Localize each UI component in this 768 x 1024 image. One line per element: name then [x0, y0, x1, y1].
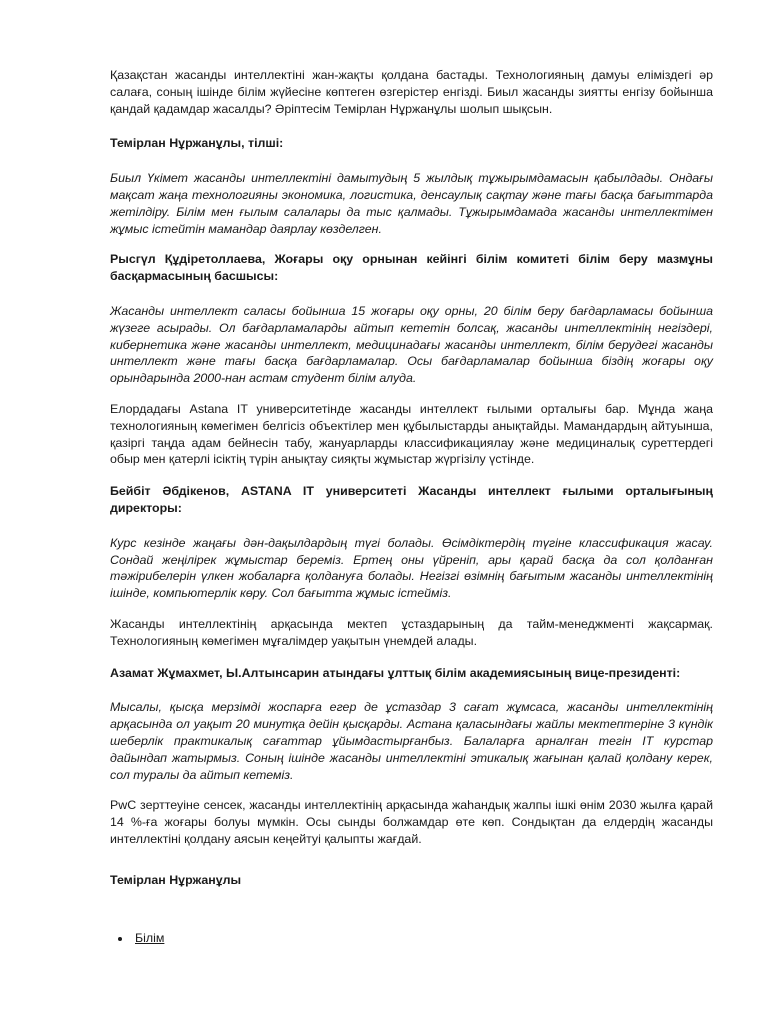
speaker-quote: Биыл Үкімет жасанды интеллектіні дамытудың 5 жылдық тұжырымдамасын қабылдады. Ондағы мақсат жаңа технологияны экономика, логистика, денсаулық сақтау және тағы басқа бағыттарда жетілдіру. Білім мен ғылым салалары да тыс қалмады. Тұжырымдамада жасанды интеллектімен жұмыс істейтін мамандар даярлау көзделген. [110, 171, 713, 236]
speaker-name: Темірлан Нұржанұлы, тілші: [110, 136, 284, 151]
speaker-quote: Мысалы, қысқа мерзімді жоспарға егер де ұстаздар 3 сағат жұмсаса, жасанды интеллектінің арқасында ол уақыт 20 минутқа дейін қысқарды. Астана қаласындағы жайлы мектептеріне 3 күндік шеберлік практикалық сағаттар ұйымдастырғанбыз. Балаларға арналған тегін IT курстар дайындап жатырмыз. Соның ішінде жасанды интеллектіні этикалық жағынан қалай қолдану керек, сол туралы да айтып кетеміз. [110, 700, 713, 782]
tag-list [110, 930, 713, 947]
speaker-name: Азамат Жұмахмет, Ы.Алтынсарин атындағы ұлттық білім академиясының вице-президенті: [110, 665, 681, 680]
article-body [110, 67, 713, 947]
speaker-name: Рысгүл Құдіретоллаева, Жоғары оқу орнынан кейінгі білім комитеті білім беру мазмұны басқармасының басшысы: [110, 252, 713, 284]
article-intro: Қазақстан жасанды интеллектіні жан-жақты қолдана бастады. Технологияның дамуы еліміздегі әр салаға, соның ішінде білім жүйесіне көптеген өзгерістер енгізді. Биыл жасанды зиятты енгізу бойынша қандай қадамдар жасалды? Әріптесім Темірлан Нұржанұлы шолып шықсын. [110, 68, 713, 116]
article-author: Темірлан Нұржанұлы [110, 872, 242, 887]
tag-link-bilim[interactable]: Білім [135, 931, 165, 946]
article-paragraph: Жасанды интеллектінің арқасында мектеп ұстаздарының да тайм-менеджменті жақсармақ. Технологияның көмегімен мұғалімдер уақытын үнемдей алады. [110, 616, 713, 648]
article-paragraph: PwC зерттеуіне сенсек, жасанды интеллектінің арқасында жаһандық жалпы ішкі өнім 2030 жылға қарай 14 %-ға жоғары болуы мүмкін. Осы сынды болжамдар өте көп. Сондықтан да елдердің жасанды интеллектіні қолдану аясын кеңейтуі қалыпты жағдай. [110, 798, 713, 846]
speaker-quote: Жасанды интеллект саласы бойынша 15 жоғары оқу орны, 20 білім беру бағдарламасы бойынша жүзеге асырады. Ол бағдарламаларды айтып кететін болсақ, жасанды интеллектінің негіздері, кибернетика және жасанды интеллект, медицинадағы жасанды интеллект, білім берудегі жасанды интеллект және тағы басқа бағдарламалар. Осы бағдарламалар бойынша біздің жоғары оқу орындарында 2000-нан астам студент білім алуда. [110, 303, 713, 386]
tag-item [132, 930, 713, 947]
speaker-quote: Курс кезінде жаңағы дән-дақылдардың түгі болады. Өсімдіктердің түгіне классификация жасау. Сондай жеңілірек жұмыстар береміз. Ертең оны үйреніп, ары қарай басқа да сол қолданған тәжірибелерін үлкен жобаларға қолдануға болады. Негізгі өзімнің бағытым жасанды интеллектінің ішінде, компьютерлік көру. Сол бағытта жұмыс істейміз. [110, 535, 713, 601]
speaker-name: Бейбіт Әбдікенов, ASTANA IT университеті Жасанды интеллект ғылыми орталығының директоры: [110, 484, 713, 515]
article-paragraph: Елордадағы Astana IT университетінде жасанды интеллект ғылыми орталығы бар. Мұнда жаңа технологияның көмегімен белгісіз объектілер мен құбылыстарды анықтайды. Мамандардың айтуынша, қазіргі таңда адам бейнесін табу, жануарларды классификациялау және медициналық суреттердегі обыр мен қатерлі ісіктің түрін анықтау сияқты жұмыстар жүргізілу үстінде. [110, 401, 713, 467]
